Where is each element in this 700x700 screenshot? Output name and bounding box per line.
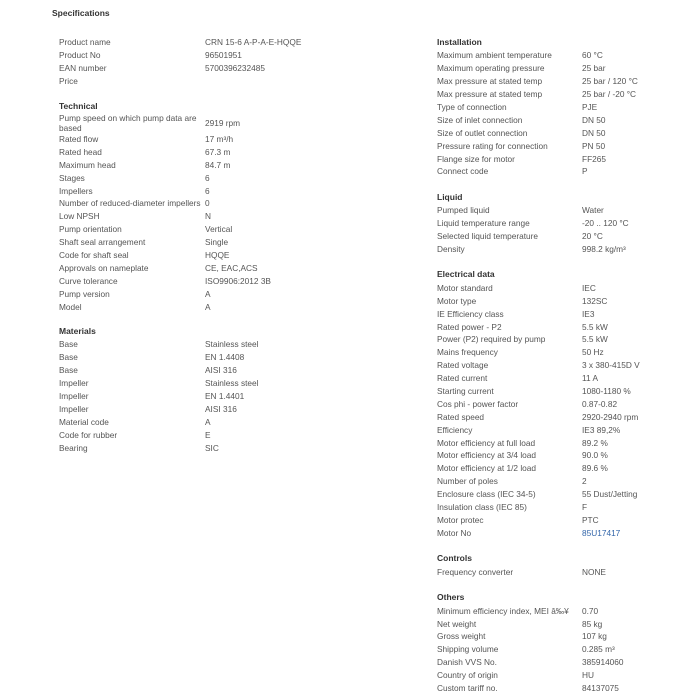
spec-label: Size of inlet connection	[437, 114, 523, 125]
spec-value: 50 Hz	[582, 347, 604, 358]
spec-value: 5.5 kW	[582, 334, 608, 345]
spec-label: Pressure rating for connection	[437, 140, 548, 151]
spec-row	[437, 372, 687, 385]
spec-row	[437, 488, 687, 501]
section-installation	[437, 36, 687, 178]
spec-label: Pump orientation	[59, 224, 122, 235]
spec-row	[437, 113, 687, 126]
spec-row	[59, 75, 359, 88]
spec-value: Single	[205, 237, 229, 248]
spec-row	[437, 217, 687, 230]
spec-row	[437, 88, 687, 101]
spec-label: Starting current	[437, 386, 494, 397]
spec-label: Price	[59, 76, 78, 87]
spec-label: Maximum head	[59, 159, 116, 170]
spec-row	[59, 36, 359, 49]
spec-label: Pump version	[59, 288, 110, 299]
spec-row	[437, 139, 687, 152]
spec-label: Impellers	[59, 185, 93, 196]
spec-label: Number of reduced-diameter impellers	[59, 198, 201, 209]
spec-value: 90.0 %	[582, 450, 608, 461]
spec-value: 84.7 m	[205, 159, 231, 170]
spec-value: EN 1.4408	[205, 352, 245, 363]
spec-label: Max pressure at stated temp	[437, 89, 543, 100]
spec-row	[437, 294, 687, 307]
spec-row	[437, 617, 687, 630]
spec-value: ISO9906:2012 3B	[205, 275, 271, 286]
section-liquid	[437, 191, 687, 256]
section-title: Materials	[59, 326, 96, 337]
spec-row	[59, 223, 359, 236]
spec-row	[59, 415, 359, 428]
spec-label: Shaft seal arrangement	[59, 237, 146, 248]
spec-value: 96501951	[205, 50, 242, 61]
section-title: Others	[437, 592, 465, 603]
spec-value: HU	[582, 670, 594, 681]
spec-row	[437, 359, 687, 372]
spec-value: DN 50	[582, 127, 606, 138]
spec-value: EN 1.4401	[205, 391, 245, 402]
spec-value: 0.87-0.82	[582, 398, 618, 409]
spec-label: Motor efficiency at 3/4 load	[437, 450, 537, 461]
spec-row	[59, 133, 359, 146]
spec-label: Rated voltage	[437, 360, 489, 371]
spec-row	[437, 423, 687, 436]
spec-row	[437, 514, 687, 527]
section-general	[59, 36, 359, 88]
spec-row	[59, 49, 359, 62]
spec-value: 60 °C	[582, 50, 603, 61]
spec-row	[437, 281, 687, 294]
spec-row	[437, 410, 687, 423]
spec-row	[437, 604, 687, 617]
spec-value: 6	[205, 185, 210, 196]
spec-row	[437, 565, 687, 578]
spec-label: Motor standard	[437, 282, 493, 293]
spec-row	[59, 236, 359, 249]
spec-label: Code for shaft seal	[59, 250, 129, 261]
page-title: Specifications	[52, 8, 110, 18]
spec-row	[59, 351, 359, 364]
spec-row	[437, 152, 687, 165]
spec-value: E	[205, 429, 211, 440]
spec-value: 2920-2940 rpm	[582, 411, 639, 422]
spec-label: Base	[59, 339, 78, 350]
spec-row	[437, 307, 687, 320]
spec-value: PN 50	[582, 140, 606, 151]
spec-row	[59, 145, 359, 158]
spec-value: 0	[205, 198, 210, 209]
spec-row	[59, 249, 359, 262]
spec-value: 55 Dust/Jetting	[582, 489, 638, 500]
spec-label: Max pressure at stated temp	[437, 76, 543, 87]
spec-label: Connect code	[437, 166, 489, 177]
spec-row	[437, 165, 687, 178]
spec-label: Bearing	[59, 442, 88, 453]
spec-row	[59, 377, 359, 390]
spec-row	[59, 390, 359, 403]
spec-value: 3 x 380-415D V	[582, 360, 640, 371]
spec-label: Liquid temperature range	[437, 218, 530, 229]
spec-label: Shipping volume	[437, 644, 499, 655]
spec-value: 5.5 kW	[582, 321, 608, 332]
spec-row	[59, 261, 359, 274]
spec-label: Curve tolerance	[59, 275, 118, 286]
spec-value: Water	[582, 205, 604, 216]
spec-value: -20 .. 120 °C	[582, 218, 629, 229]
spec-label: Motor efficiency at 1/2 load	[437, 463, 537, 474]
spec-value: A	[205, 288, 211, 299]
spec-label: Motor No	[437, 527, 472, 538]
spec-value: PJE	[582, 102, 598, 112]
spec-row	[437, 75, 687, 88]
spec-label: Base	[59, 352, 78, 363]
spec-value: 6	[205, 172, 210, 183]
spec-value: SIC	[205, 442, 219, 453]
spec-row	[437, 475, 687, 488]
spec-row	[437, 243, 687, 256]
spec-label: Impeller	[59, 403, 89, 414]
spec-label: Pumped liquid	[437, 205, 490, 216]
spec-value-link[interactable]: 85U17417	[582, 527, 621, 538]
spec-label: Gross weight	[437, 631, 486, 642]
spec-label: Impeller	[59, 391, 89, 402]
spec-label: Flange size for motor	[437, 153, 515, 164]
spec-value: 998.2 kg/m³	[582, 244, 626, 255]
spec-label: IE Efficiency class	[437, 308, 504, 319]
spec-value: 67.3 m	[205, 146, 231, 157]
spec-label: Rated speed	[437, 411, 485, 422]
spec-row	[437, 669, 687, 682]
spec-label: Country of origin	[437, 670, 498, 681]
spec-row	[437, 333, 687, 346]
spec-label: Rated power - P2	[437, 321, 502, 332]
spec-value: 89.2 %	[582, 437, 608, 448]
spec-row	[59, 441, 359, 454]
spec-row	[437, 346, 687, 359]
left-column	[59, 36, 359, 454]
spec-row	[59, 171, 359, 184]
spec-row	[437, 630, 687, 643]
spec-label: Net weight	[437, 618, 477, 629]
spec-value: FF265	[582, 153, 606, 164]
spec-value: F	[582, 502, 588, 513]
section-title: Technical	[59, 100, 98, 111]
spec-row	[437, 656, 687, 669]
spec-value: 25 bar / 120 °C	[582, 76, 638, 87]
spec-row	[59, 402, 359, 415]
spec-label: Maximum operating pressure	[437, 63, 545, 74]
spec-value: 2919 rpm	[205, 117, 241, 128]
spec-row	[437, 101, 687, 114]
spec-label: Efficiency	[437, 424, 473, 435]
spec-label: Custom tariff no.	[437, 682, 498, 693]
spec-row	[437, 462, 687, 475]
spec-row	[437, 204, 687, 217]
spec-value: 2	[582, 476, 587, 487]
spec-value: DN 50	[582, 114, 606, 125]
spec-label: Rated current	[437, 373, 488, 384]
spec-label: Impeller	[59, 378, 89, 389]
spec-value: 0.285 m³	[582, 644, 615, 655]
spec-label: Material code	[59, 416, 109, 427]
spec-row	[437, 643, 687, 656]
section-title: Controls	[437, 553, 472, 564]
spec-row	[59, 364, 359, 377]
spec-row	[59, 62, 359, 75]
spec-value: A	[205, 301, 211, 312]
spec-row	[59, 287, 359, 300]
spec-label: Rated head	[59, 146, 102, 157]
spec-label: Maximum ambient temperature	[437, 50, 552, 61]
spec-value: NONE	[582, 566, 606, 577]
spec-row	[437, 501, 687, 514]
section-materials	[59, 325, 359, 454]
spec-label: Motor efficiency at full load	[437, 437, 536, 448]
spec-row	[437, 526, 687, 539]
spec-value: 5700396232485	[205, 63, 265, 74]
right-column	[437, 36, 687, 694]
spec-label: Density	[437, 244, 465, 255]
spec-value: 17 m³/h	[205, 134, 234, 144]
spec-value: N	[205, 211, 211, 222]
spec-label: Code for rubber	[59, 429, 118, 440]
spec-row	[59, 184, 359, 197]
section-title: Installation	[437, 37, 482, 47]
spec-label: Low NPSH	[59, 211, 100, 222]
spec-value: AISI 316	[205, 365, 237, 376]
spec-value: A	[205, 416, 211, 427]
spec-row	[437, 449, 687, 462]
spec-value: AISI 316	[205, 403, 237, 414]
spec-row	[59, 300, 359, 313]
spec-label: EAN number	[59, 63, 107, 74]
spec-value: 25 bar	[582, 63, 606, 74]
section-others	[437, 591, 687, 694]
spec-row	[437, 320, 687, 333]
spec-value: Stainless steel	[205, 378, 259, 389]
spec-label: Rated flow	[59, 134, 99, 144]
spec-row	[437, 62, 687, 75]
spec-row	[437, 682, 687, 695]
spec-value: CRN 15-6 A-P-A-E-HQQE	[205, 37, 302, 48]
spec-label: Mains frequency	[437, 347, 498, 358]
spec-row	[437, 230, 687, 243]
spec-value: IEC	[582, 282, 596, 293]
spec-row	[59, 274, 359, 287]
spec-value: IE3 89,2%	[582, 424, 621, 435]
spec-row	[437, 49, 687, 62]
spec-label: Base	[59, 365, 78, 376]
spec-label: Minimum efficiency index, MEI â‰¥	[437, 605, 569, 616]
spec-row	[437, 436, 687, 449]
section-title: Electrical data	[437, 269, 495, 280]
spec-value: HQQE	[205, 250, 230, 261]
spec-label: Approvals on nameplate	[59, 262, 149, 273]
spec-value: 85 kg	[582, 618, 603, 629]
spec-row	[437, 126, 687, 139]
spec-label: Model	[59, 301, 82, 312]
spec-label: Motor type	[437, 295, 477, 306]
spec-row	[59, 158, 359, 171]
spec-label: Type of connection	[437, 102, 507, 112]
spec-value: 89.6 %	[582, 463, 608, 474]
spec-value: PTC	[582, 514, 599, 525]
spec-value: 385914060	[582, 657, 624, 668]
spec-label: Enclosure class (IEC 34-5)	[437, 489, 536, 500]
spec-row	[59, 113, 359, 133]
spec-label: Cos phi - power factor	[437, 398, 519, 409]
spec-value: 0.70	[582, 605, 599, 616]
spec-row	[59, 428, 359, 441]
spec-row	[59, 210, 359, 223]
spec-label: Selected liquid temperature	[437, 231, 539, 242]
spec-label: Danish VVS No.	[437, 657, 497, 668]
spec-value: Vertical	[205, 224, 233, 235]
section-electrical-data	[437, 268, 687, 539]
spec-label: Insulation class (IEC 85)	[437, 502, 527, 513]
spec-value: 1080-1180 %	[582, 386, 631, 397]
spec-row	[59, 197, 359, 210]
spec-label: Frequency converter	[437, 566, 514, 577]
spec-value: 11 A	[582, 373, 598, 384]
spec-label: Stages	[59, 172, 85, 183]
spec-value: CE, EAC,ACS	[205, 262, 258, 273]
spec-value: 107 kg	[582, 631, 607, 642]
spec-value: 25 bar / -20 °C	[582, 89, 637, 100]
spec-label: Product No	[59, 50, 101, 61]
spec-row	[437, 397, 687, 410]
spec-label: Product name	[59, 37, 111, 48]
spec-row	[437, 385, 687, 398]
spec-value: Stainless steel	[205, 339, 259, 350]
section-controls	[437, 552, 687, 578]
spec-value: 132SC	[582, 295, 608, 306]
spec-value: 20 °C	[582, 231, 603, 242]
section-technical	[59, 100, 359, 313]
spec-label: Size of outlet connection	[437, 127, 528, 138]
spec-label: Motor protec	[437, 514, 484, 525]
spec-value: 84137075	[582, 682, 619, 693]
spec-row	[59, 338, 359, 351]
spec-label: Pump speed on which pump data are based	[59, 112, 197, 133]
spec-value: P	[582, 166, 588, 177]
spec-label: Number of poles	[437, 476, 498, 487]
spec-value: IE3	[582, 308, 595, 319]
spec-label: Power (P2) required by pump	[437, 334, 546, 345]
section-title: Liquid	[437, 191, 463, 202]
